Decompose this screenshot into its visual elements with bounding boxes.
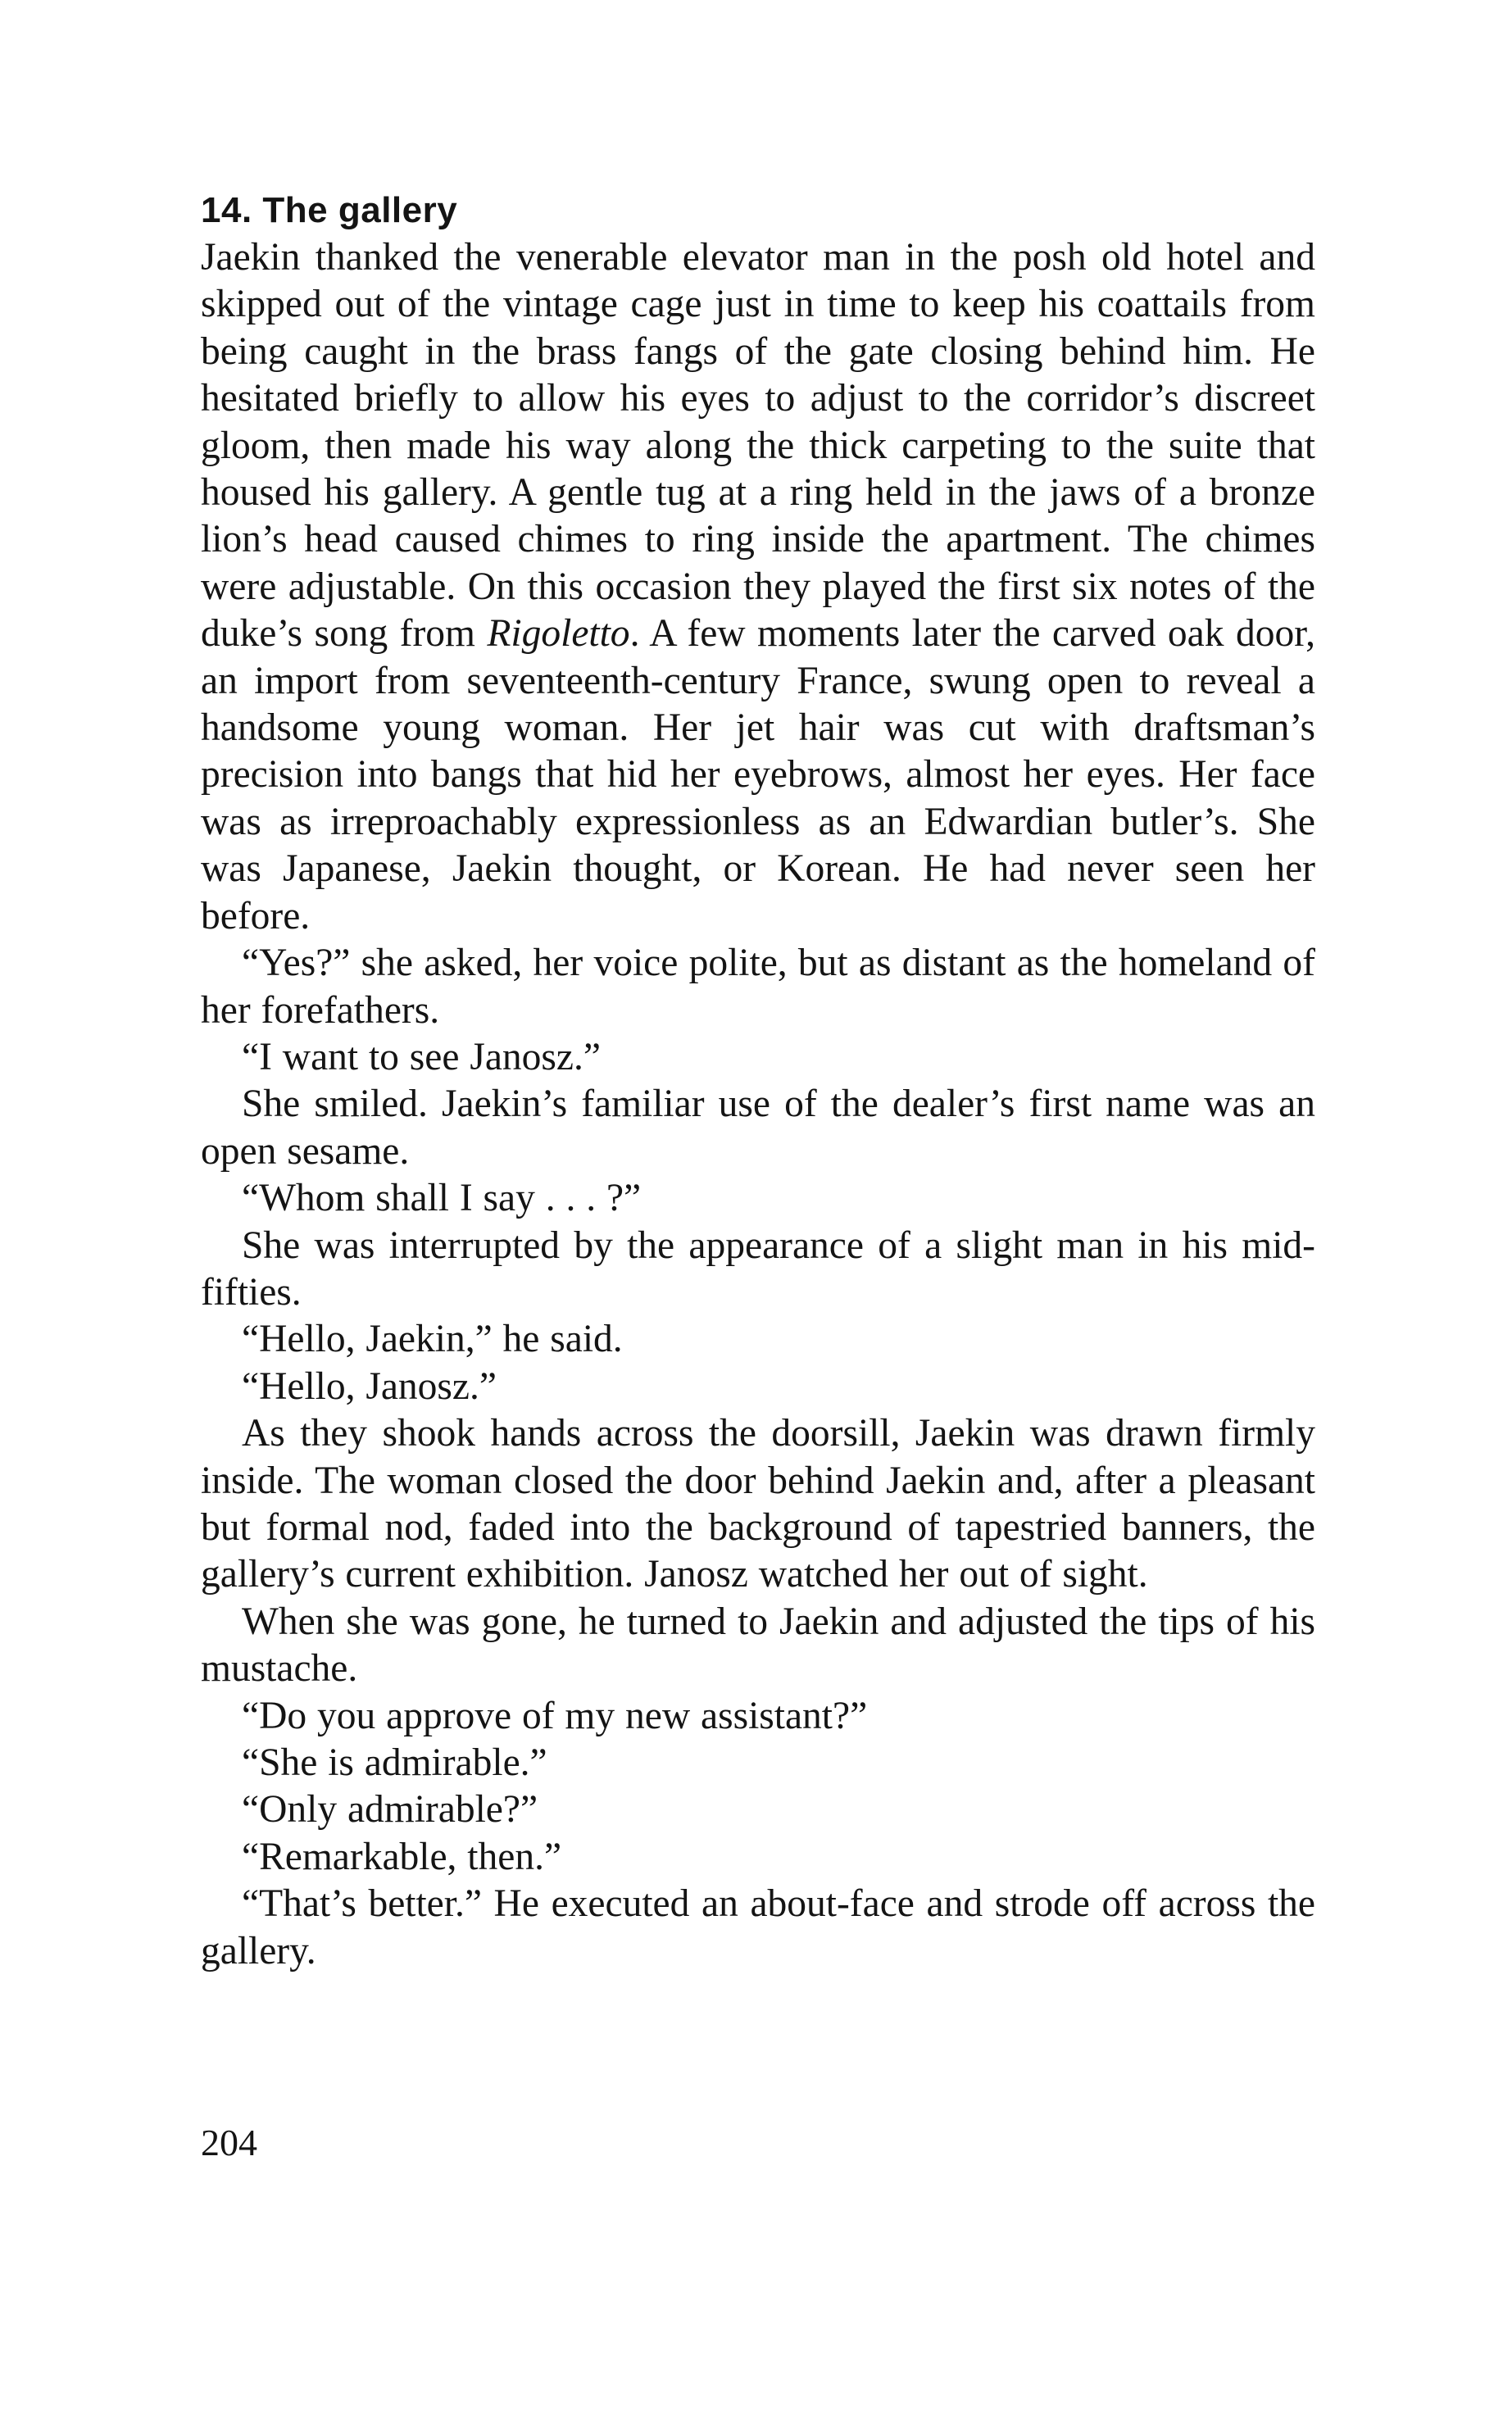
page-number: 204	[201, 2122, 257, 2163]
opera-title: Rigoletto	[487, 612, 630, 656]
paragraph: “Whom shall I say . . . ?”	[242, 1177, 642, 1220]
paragraph: “Do you approve of my new assistant?”	[242, 1694, 868, 1737]
page-body	[201, 187, 1315, 1975]
paragraph-text: Jaekin thanked the venerable elevator man in the posh old hotel and skipped out of the vintage cage just in time to keep his coattails from being caught in the brass fangs of the gate closing behind him. He hesitated briefly to allow his eyes to adjust to the corridor’s discreet gloom, then made his way along the thick carpeting to the suite that housed his gallery. A gentle tug at a ring held in the jaws of a bronze lion’s head caused chimes to ring inside the apartment. The chimes were adjustable. On this occasion they played the first six notes of the duke’s song from	[201, 236, 1315, 656]
paragraph: She was interrupted by the appearance of a slight man in his mid-fifties.	[201, 1223, 1315, 1314]
paragraph: “Yes?” she asked, her voice polite, but as distant as the homeland of her forefathers.	[201, 942, 1315, 1032]
paragraph: When she was gone, he turned to Jaekin and adjusted the tips of his mustache.	[201, 1600, 1315, 1691]
paragraph: “Only admirable?”	[242, 1788, 538, 1832]
paragraph: “She is admirable.”	[242, 1741, 547, 1784]
paragraph: As they shook hands across the doorsill, Jaekin was drawn firmly inside. The woman closed the door behind Jaekin and, after a pleasant but formal nod, faded into the background of tapestried banners, the gallery’s current exhibition. Janosz watched her out of sight.	[201, 1412, 1315, 1596]
paragraph: She smiled. Jaekin’s familiar use of the dealer’s first name was an open sesame.	[201, 1083, 1315, 1173]
paragraph-text: . A few moments later the carved oak door, an import from seventeenth-century France, swung open to reveal a handsome young woman. Her jet hair was cut with draftsman’s precision into bangs that hid her eyebrows, almost her eyes. Her face was as irreproachably expressionless as an Edwardian butler’s. She was Japanese, Jaekin thought, or Korean. He had never seen her before.	[201, 612, 1315, 937]
paragraph: “Remarkable, then.”	[242, 1835, 562, 1878]
paragraph: “That’s better.” He executed an about-face and strode off across the gallery.	[201, 1882, 1315, 1972]
chapter-heading: 14. The gallery	[201, 190, 458, 230]
paragraph: “I want to see Janosz.”	[242, 1035, 601, 1078]
paragraph: “Hello, Jaekin,” he said.	[242, 1318, 623, 1361]
paragraph: “Hello, Janosz.”	[242, 1364, 497, 1408]
paragraph-opening	[201, 234, 1315, 940]
